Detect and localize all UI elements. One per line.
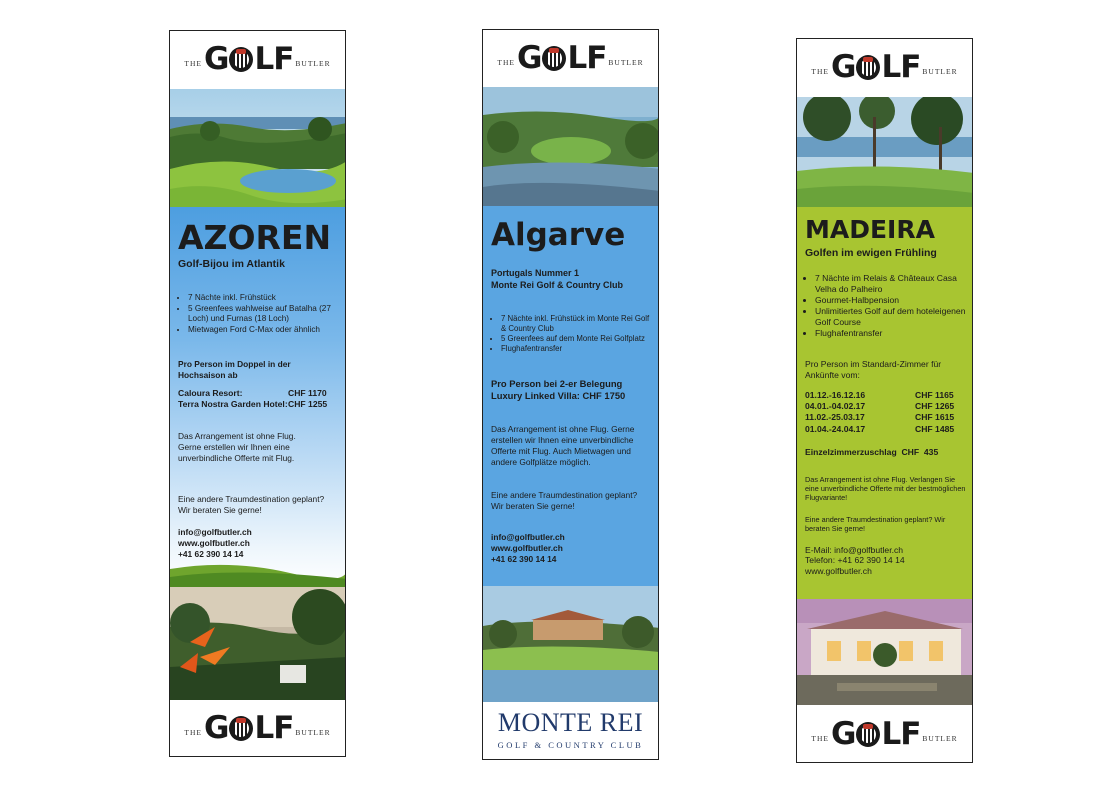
golfball-icon — [856, 722, 880, 747]
price-row: 04.01.-04.02.17 CHF 1265 — [805, 401, 955, 412]
golf-butler-logo-bottom: THE G LF BUTLER — [797, 706, 972, 762]
list-item: • 5 Greenfees wahlweise auf Batalha (27 Loch) und Furnas (18 Loch) — [188, 304, 339, 325]
feature-list — [805, 273, 966, 339]
contact-block — [491, 532, 652, 565]
bird-of-paradise-photo — [170, 587, 345, 700]
price-table — [178, 388, 339, 410]
golf-butler-logo-top: THE G LF BUTLER — [170, 31, 345, 87]
single-room-surcharge: Einzelzimmerzuschlag CHF 435 — [805, 447, 939, 457]
contact-block — [178, 527, 339, 560]
list-item: • 7 Nächte inkl. Frühstück im Monte Rei Golf & Country Club — [501, 314, 652, 334]
coastal-image — [797, 97, 972, 207]
website: www.golfbutler.ch — [178, 537, 250, 548]
price-info: Pro Person bei 2-er Belegung Luxury Linked Villa: CHF 1750 — [491, 378, 626, 402]
list-item: • Mietwagen Ford C-Max oder ähnlich — [188, 325, 339, 336]
golfball-icon — [542, 46, 566, 71]
banner-azoren — [169, 30, 346, 757]
flight-note: Das Arrangement ist ohne Flug. Gerne erstellen wir Ihnen eine unverbindliche Offerte mit Flug. — [178, 431, 296, 463]
advice-question: Eine andere Traumdestination geplant? Wir beraten Sie gerne! — [805, 515, 946, 534]
info-panel — [170, 207, 345, 587]
subtitle: Golfen im ewigen Frühling — [805, 247, 937, 259]
price-row: 01.12.-16.12.16 CHF 1165 — [805, 390, 954, 400]
monte-rei-logo — [483, 702, 658, 759]
resort-photo — [483, 586, 658, 704]
email: info@golfbutler.ch — [491, 532, 565, 542]
website: www.golfbutler.ch — [805, 565, 872, 576]
flight-note: Das Arrangement ist ohne Flug. Verlangen Sie eine unverbindliche Offerte mit der bestmöglichen Flugvariante! — [805, 475, 966, 503]
coastal-course-photo — [797, 97, 972, 207]
list-item: • Flughafentransfer — [815, 328, 966, 339]
feature-list — [178, 293, 339, 335]
price-row: 11.02.-25.03.17 CHF 1615 — [805, 412, 955, 423]
banner-madeira — [796, 38, 973, 763]
golf-butler-logo-top: THE G LF BUTLER — [797, 39, 972, 95]
price-row: Caloura Resort: CHF 1170 — [178, 388, 327, 398]
advice-question: Eine andere Traumdestination geplant? Wir beraten Sie gerne! — [491, 490, 638, 511]
phone: Telefon: +41 62 390 14 14 — [805, 555, 905, 566]
manor-house-photo — [797, 599, 972, 705]
email: info@golfbutler.ch — [178, 527, 252, 537]
golf-course-photo — [170, 89, 345, 207]
price-intro: Pro Person im Standard-Zimmer für Ankünfte vom: — [805, 359, 942, 381]
list-item: • Unlimitiertes Golf auf dem hoteleigenen Golf Course — [815, 306, 966, 328]
partner-name: MONTE REI — [497, 708, 644, 737]
info-panel — [483, 206, 658, 586]
phone: +41 62 390 14 14 — [491, 553, 557, 564]
website: www.golfbutler.ch — [491, 542, 563, 553]
info-panel — [797, 207, 972, 599]
email: E-Mail: info@golfbutler.ch — [805, 545, 904, 555]
list-item: • 7 Nächte im Relais & Châteaux Casa Velha do Palheiro — [815, 273, 966, 295]
destination-title: AZOREN — [178, 218, 332, 257]
golf-butler-logo-top: THE G LF BUTLER — [483, 30, 658, 86]
banner-algarve — [482, 29, 659, 760]
price-intro: Pro Person im Doppel in der Hochsaison ab — [178, 359, 291, 380]
price-row: 01.04.-24.04.17 CHF 1485 — [805, 423, 955, 434]
subtitle: Golf-Bijou im Atlantik — [178, 258, 285, 270]
flower-image — [170, 587, 345, 700]
golfball-icon — [229, 47, 253, 72]
partner-tagline: GOLF & COUNTRY CLUB — [497, 740, 644, 750]
green-hill-graphic — [170, 559, 346, 587]
aerial-course-photo — [483, 87, 658, 206]
advice-question: Eine andere Traumdestination geplant? Wir beraten Sie gerne! — [178, 494, 325, 515]
resort-image — [483, 586, 658, 704]
golfball-icon — [856, 55, 880, 80]
feature-list — [491, 314, 652, 354]
golf-butler-logo-bottom: THE G LF BUTLER — [170, 700, 345, 756]
flight-note: Das Arrangement ist ohne Flug. Gerne erstellen wir Ihnen eine unverbindliche Offerte mit Flug. Auch Mietwagen und andere Golfplätze möglich. — [491, 424, 635, 467]
aerial-image — [483, 87, 658, 206]
price-table — [805, 390, 966, 435]
golfball-icon — [229, 716, 253, 741]
golf-course-image — [170, 89, 345, 207]
destination-title: MADEIRA — [805, 215, 935, 244]
price-row: Terra Nostra Garden Hotel: CHF 1255 — [178, 399, 328, 410]
list-item: • 7 Nächte inkl. Frühstück — [188, 293, 339, 304]
manor-image — [797, 599, 972, 705]
phone: +41 62 390 14 14 — [178, 548, 244, 559]
list-item: • 5 Greenfees auf dem Monte Rei Golfplatz — [501, 334, 652, 344]
subtitle: Portugals Nummer 1 Monte Rei Golf & Country Club — [491, 268, 623, 290]
destination-title: Algarve — [491, 217, 626, 253]
contact-block — [805, 545, 966, 576]
list-item: • Flughafentransfer — [501, 344, 652, 354]
list-item: • Gourmet-Halbpension — [815, 295, 966, 306]
